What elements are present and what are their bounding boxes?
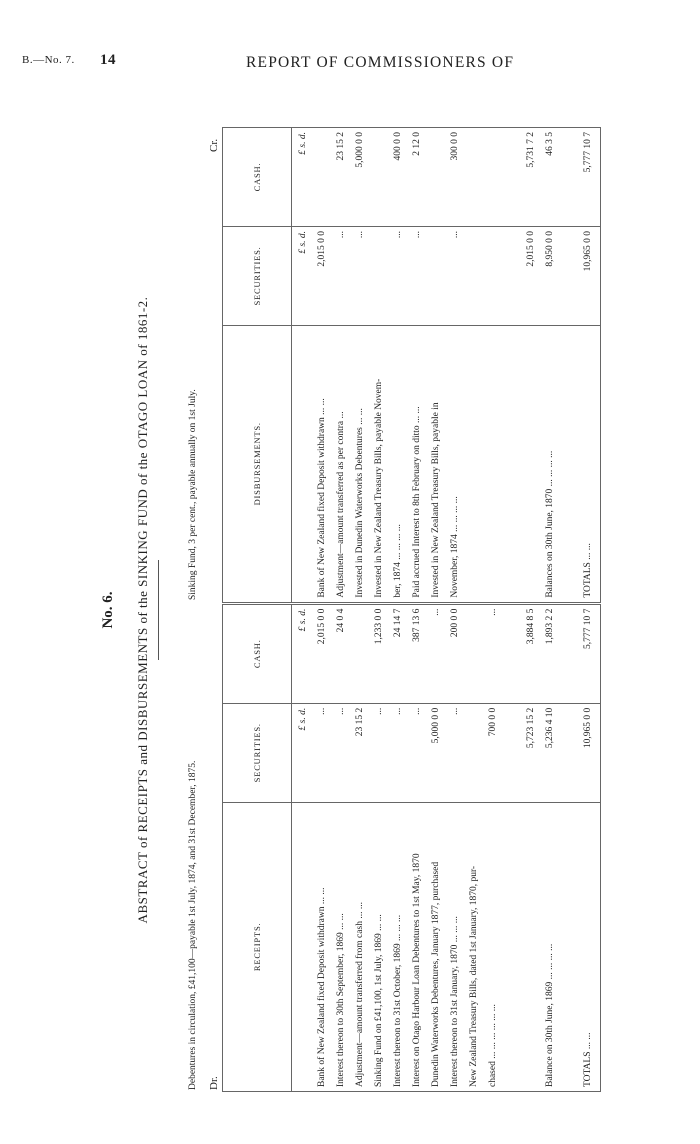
receipt-line <box>503 807 522 1087</box>
units-label: £ s. d. <box>298 707 308 731</box>
disbursement-line <box>503 330 522 598</box>
title-rule <box>158 560 159 660</box>
receipt-cash-value <box>560 609 579 699</box>
receipt-securities-value: 5,236 4 10 <box>545 707 555 749</box>
disbursements-column <box>292 325 601 603</box>
receipt-securities-value: 5,000 0 0 <box>431 707 441 744</box>
receipt-cash-value: 24 14 7 <box>393 608 403 638</box>
receipt-cash-value: 387 13 6 <box>412 608 422 642</box>
disbursement-line: November, 1874 ... ... ... ... <box>450 496 460 598</box>
disbursements-cash-column <box>292 128 601 227</box>
disbursement-cash-value: 400 0 0 <box>393 132 403 161</box>
disbursements-securities-column <box>292 226 601 325</box>
disbursement-securities-value: 2,015 0 0 <box>317 230 327 267</box>
receipts-cash-column <box>292 603 601 703</box>
disbursement-securities-value: ... <box>393 230 403 239</box>
receipt-securities-value: ... <box>374 707 384 715</box>
units-label: £ s. d. <box>298 230 308 254</box>
disbursement-cash-value: 46 3 5 <box>545 132 555 156</box>
disbursement-securities-value <box>465 231 484 321</box>
receipt-securities-value: ... <box>450 707 460 715</box>
document-title: ABSTRACT of RECEIPTS and DISBURSEMENTS of the SINKING FUND of the OTAGO LOAN of 1861-2. <box>135 296 150 924</box>
receipt-line <box>522 807 541 1087</box>
disbursement-cash-value <box>313 132 332 222</box>
disbursement-securities-value <box>484 231 503 321</box>
running-title: REPORT OF COMMISSIONERS OF <box>246 54 515 71</box>
receipt-cash-value <box>503 609 522 699</box>
disbursement-line <box>522 330 541 598</box>
disbursement-cash-value: 5,731 7 2 <box>526 132 536 168</box>
disbursement-cash-value <box>484 132 503 222</box>
receipts-securities-column <box>292 703 601 802</box>
receipt-line: New Zealand Treasury Bills, dated 1st January, 1870, pur- <box>469 865 479 1087</box>
disbursement-cash-value: 5,000 0 0 <box>355 132 365 168</box>
subtitle-debentures: Debentures in circulation, £41,100—payable 1st July, 1874, and 31st December, 1875. <box>188 760 198 1090</box>
receipts-securities-header: SECURITIES. <box>223 703 292 802</box>
receipt-securities-value: 700 0 0 <box>488 707 498 737</box>
disbursement-cash-value <box>370 132 389 222</box>
receipt-line: Interest thereon to 31st October, 1869 ... ... ... <box>393 914 403 1087</box>
receipt-securities-value: ... <box>412 707 422 715</box>
receipt-securities-value: ... <box>317 707 327 715</box>
disbursement-securities-value: 10,965 0 0 <box>583 230 593 272</box>
disbursement-line: Bank of New Zealand fixed Deposit withdrawn ... ... <box>317 398 327 598</box>
disbursement-securities-value <box>370 231 389 321</box>
receipt-line: Sinking Fund on £41,100, 1st July, 1869 ... ... <box>374 914 384 1087</box>
receipt-securities-value: ... <box>393 707 403 715</box>
receipt-cash-value: 1,893 2 2 <box>545 608 555 645</box>
disbursement-line: Invested in Dunedin Waterworks Debentures ... ... <box>355 408 365 598</box>
rotated-abstract <box>100 120 660 1100</box>
disbursement-securities-value <box>427 231 446 321</box>
receipt-cash-value: ... <box>431 608 441 616</box>
receipts-header: RECEIPTS. <box>223 802 292 1091</box>
disbursement-line <box>560 330 579 598</box>
table-body-row <box>292 128 601 1092</box>
accounts-table <box>222 127 601 1092</box>
receipt-line: Interest on Otago Harbour Loan Debentures to 1st May, 1870 <box>412 853 422 1087</box>
receipts-cash-header: CASH. <box>223 603 292 703</box>
disbursement-line: TOTALS ... ... <box>583 543 593 598</box>
disbursement-cash-value: 300 0 0 <box>450 132 460 161</box>
document-number: No. 6. <box>100 591 116 629</box>
receipt-securities-value <box>503 708 522 798</box>
receipt-cash-value: 200 0 0 <box>450 608 460 638</box>
disbursement-cash-value: 2 12 0 <box>412 132 422 156</box>
disbursement-line: Invested in New Zealand Treasury Bills, payable in <box>431 402 441 598</box>
receipt-securities-value: 10,965 0 0 <box>583 707 593 749</box>
disbursement-cash-value <box>503 132 522 222</box>
receipt-line: Interest thereon to 30th September, 1869 ... ... <box>336 913 346 1087</box>
page-number: 14 <box>100 52 116 68</box>
receipt-securities-value: ... <box>336 707 346 715</box>
disbursement-securities-value: ... <box>412 230 422 239</box>
receipt-securities-value: 5,723 15 2 <box>526 707 536 749</box>
disbursement-securities-value: 2,015 0 0 <box>526 230 536 267</box>
receipt-cash-value <box>351 609 370 699</box>
receipt-securities-value <box>560 708 579 798</box>
disbursement-line: Invested in New Zealand Treasury Bills, payable Novem- <box>374 378 384 598</box>
disbursements-securities-header: SECURITIES. <box>223 226 292 325</box>
disbursement-line: ber, 1874 ... ... ... ... <box>393 524 403 598</box>
disbursement-securities-value: ... <box>355 230 365 239</box>
subtitle-sinking-fund: Sinking Fund, 3 per cent., payable annually on 1st July. <box>188 389 198 600</box>
disbursement-cash-value <box>465 132 484 222</box>
receipt-cash-value: 24 0 4 <box>336 608 346 633</box>
table-header-row <box>223 128 292 1092</box>
units-label: £ s. d. <box>298 608 308 632</box>
series-reference: B.—No. 7. <box>22 54 75 66</box>
receipt-line: Bank of New Zealand fixed Deposit withdrawn ... ... <box>317 887 327 1087</box>
receipt-securities-value <box>465 708 484 798</box>
receipt-line: chased ... ... ... ... ... ... <box>488 1004 498 1087</box>
receipt-line: Interest thereon to 31st January, 1870 ... ... ... <box>450 916 460 1087</box>
disbursement-line <box>484 330 503 598</box>
receipt-line <box>560 807 579 1087</box>
receipt-line: TOTALS ... ... <box>583 1032 593 1087</box>
receipt-line: Adjustment—amount transferred from cash ... ... <box>355 902 365 1087</box>
debit-label: Dr. <box>208 1076 220 1090</box>
disbursements-cash-header: CASH. <box>223 128 292 227</box>
receipt-cash-value: ... <box>488 608 498 616</box>
receipt-line: Dunedin Waterworks Debentures, January 1877, purchased <box>431 861 441 1087</box>
disbursement-securities-value: ... <box>336 230 346 239</box>
disbursement-securities-value <box>560 231 579 321</box>
disbursement-securities-value: 8,950 0 0 <box>545 230 555 267</box>
disbursement-cash-value <box>427 132 446 222</box>
disbursement-cash-value: 5,777 10 7 <box>583 132 593 173</box>
disbursements-header: DISBURSEMENTS. <box>223 325 292 603</box>
credit-label: Cr. <box>208 138 220 152</box>
disbursement-securities-value <box>503 231 522 321</box>
receipt-cash-value: 5,777 10 7 <box>583 608 593 650</box>
receipt-line: Balance on 30th June, 1869 ... ... ... ... <box>545 943 555 1087</box>
receipt-securities-value: 23 15 2 <box>355 707 365 737</box>
disbursement-cash-value <box>560 132 579 222</box>
disbursement-securities-value: ... <box>450 230 460 239</box>
receipts-column <box>292 802 601 1091</box>
disbursement-cash-value: 23 15 2 <box>336 132 346 161</box>
receipt-cash-value: 3,884 8 5 <box>526 608 536 645</box>
disbursement-line: Paid accrued Interest to 8th February on ditto ... ... <box>412 406 422 598</box>
receipt-cash-value: 1,233 0 0 <box>374 608 384 645</box>
disbursement-line <box>465 330 484 598</box>
disbursement-line: Balances on 30th June, 1870 ... ... ... ... <box>545 450 555 598</box>
disbursement-line: Adjustment—amount transferred as per contra ... <box>336 411 346 598</box>
receipt-cash-value <box>465 609 484 699</box>
units-label: £ s. d. <box>298 132 308 155</box>
receipt-cash-value: 2,015 0 0 <box>317 608 327 645</box>
